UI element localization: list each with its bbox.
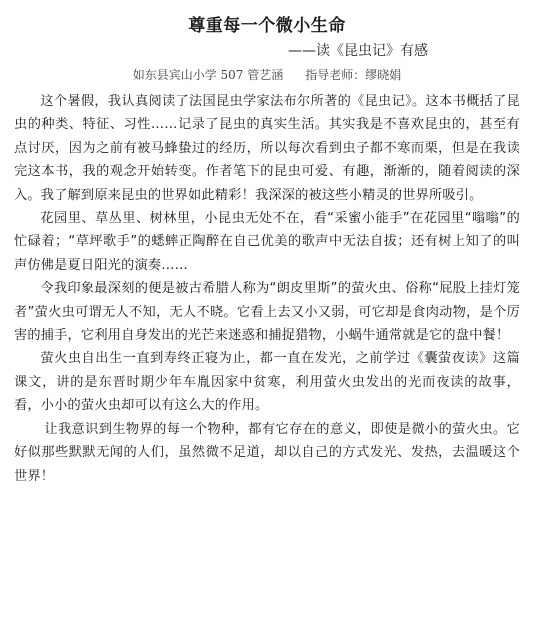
document-title: 尊重每一个微小生命 xyxy=(188,16,346,36)
author-line: 如东县宾山小学 507 管艺涵 xyxy=(132,68,284,82)
paragraph-4: 萤火虫自出生一直到寿终正寝为止，都一直在发光，之前学过《囊萤夜读》这篇课文，讲的是东晋时期少年车胤因家中贫寒，利用萤火虫发出的光而夜读的故事，看，小小的萤火虫却可以有这么大的作用。 xyxy=(14,351,520,414)
paragraph-3: 令我印象最深刻的便是被古希腊人称为“朗皮里斯”的萤火虫、俗称“屁股上挂灯笼者”萤火虫可谓无人不知，无人不晓。它看上去又小又弱，可它却是食肉动物，是个厉害的捕手，它利用自身发出的光芒来迷惑和捕捉猎物，小蜗牛通常就是它的盘中餐！ xyxy=(14,281,520,344)
document-subtitle: ——读《昆虫记》有感 xyxy=(288,43,428,59)
paragraph-5: 让我意识到生物界的每一个物种，都有它存在的意义，即使是微小的萤火虫。它好似那些默默无闻的人们，虽然微不足道，却以自己的方式发光、发热，去温暖这个世界！ xyxy=(14,421,520,484)
byline xyxy=(14,66,520,84)
teacher-line: 指导老师：缪晓娟 xyxy=(305,68,402,82)
paragraph-2: 花园里、草丛里、树林里，小昆虫无处不在，看“采蜜小能手”在花园里“嗡嗡”的忙碌着；“草坪歌手”的蟋蟀正陶醉在自己优美的歌声中无法自拔；还有树上知了的叫声仿佛是夏日阳光的演奏…… xyxy=(14,211,520,273)
paragraph-1: 这个暑假，我认真阅读了法国昆虫学家法布尔所著的《昆虫记》。这本书概括了昆虫的种类、特征、习性……记录了昆虫的真实生活。其实我是不喜欢昆虫的，甚至有点讨厌，因为之前有被马蜂蛰过的经历，所以每次看到虫子都不寒而栗，但是在我读完这本书，我的观念开始转变。作者笔下的昆虫可爱、有趣，渐渐的，随着阅读的深入。我了解到原来昆虫的世界如此精彩！我深深的被这些小精灵的世界所吸引。 xyxy=(14,94,520,203)
